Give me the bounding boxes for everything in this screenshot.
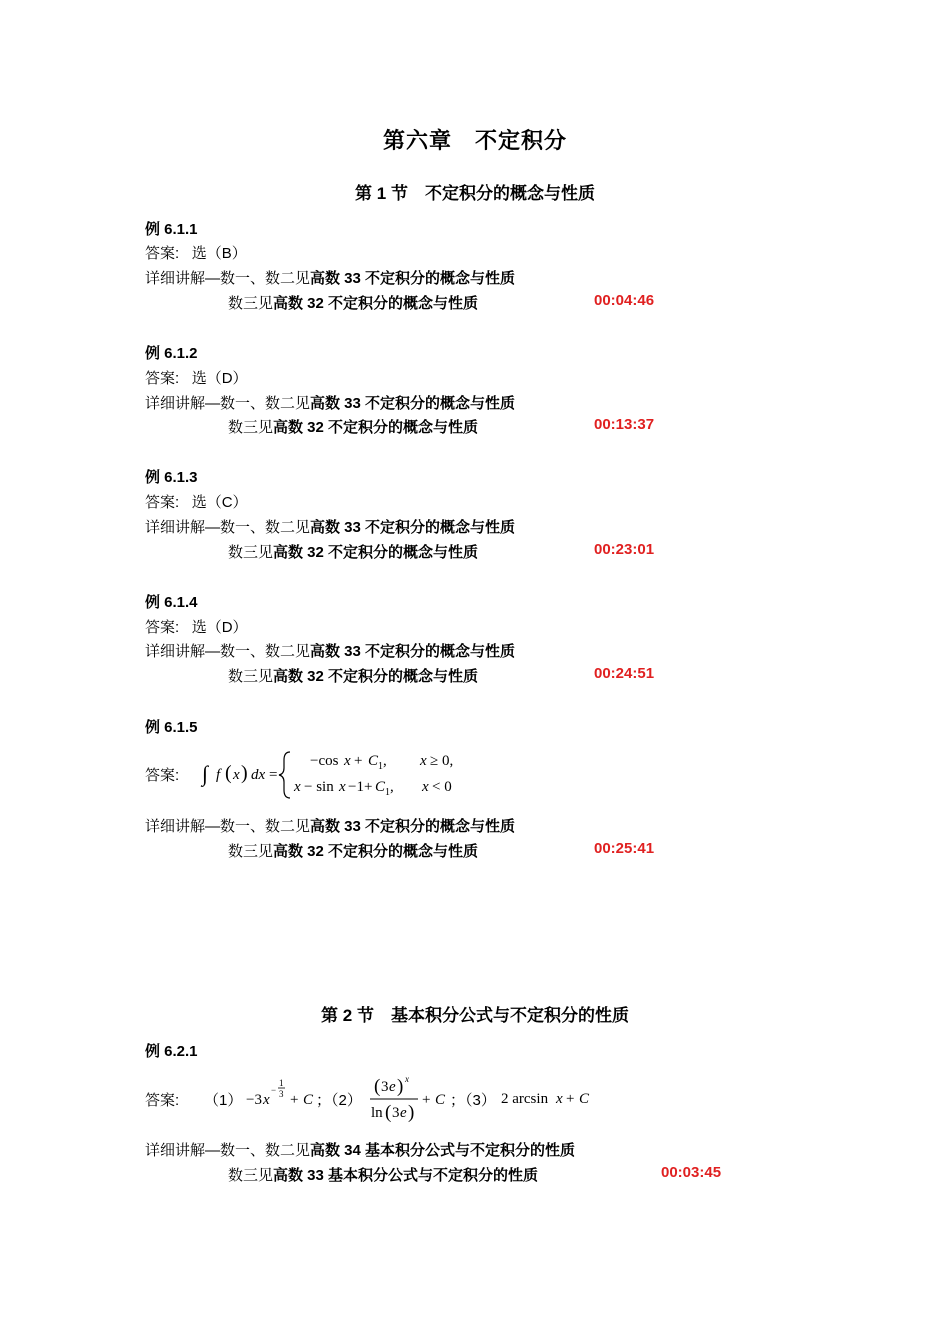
- ref-math3: 高数 32 不定积分的概念与性质: [273, 295, 479, 312]
- svg-text:e: e: [400, 1105, 407, 1121]
- example-6-1-1-detail: [145, 267, 515, 288]
- section-1-title: 第 1 节 不定积分的概念与性质: [355, 184, 595, 203]
- svg-text:x: x: [556, 1091, 563, 1107]
- video-timestamp[interactable]: 00:24:51: [594, 665, 655, 682]
- example-6-1-1-answer: [145, 242, 247, 263]
- answer-label: 答案:: [145, 494, 180, 511]
- example-6-1-5-detail: [145, 815, 515, 836]
- ref-math12: 高数 33 不定积分的概念与性质: [310, 818, 516, 835]
- example-6-1-4-detail: [145, 640, 515, 661]
- svg-text:(: (: [374, 1076, 381, 1097]
- detail-prefix: 详细讲解—数一、数二见: [145, 395, 311, 412]
- svg-text:x: x: [405, 1074, 409, 1084]
- svg-text:1: 1: [279, 1078, 284, 1088]
- math3-prefix: 数三见: [228, 843, 274, 860]
- svg-text:−cos: −cos: [310, 753, 339, 769]
- svg-text:≥ 0,: ≥ 0,: [430, 753, 454, 769]
- example-6-1-2-label: 例 6.1.2: [145, 345, 198, 362]
- example-6-1-3-detail: [145, 516, 515, 537]
- svg-text:+: +: [422, 1092, 431, 1108]
- example-6-2-1-math3: [228, 1164, 538, 1185]
- example-6-1-4-math3: [228, 665, 478, 686]
- part-2-label: ；（2）: [316, 1092, 362, 1109]
- detail-prefix: 详细讲解—数一、数二见: [145, 643, 311, 660]
- svg-text:+: +: [290, 1092, 299, 1108]
- svg-text:x: x: [344, 753, 351, 769]
- svg-text:): ): [397, 1076, 404, 1097]
- svg-text:x: x: [263, 1092, 270, 1108]
- svg-text:−1+: −1+: [348, 779, 373, 795]
- math3-prefix: 数三见: [228, 419, 274, 436]
- svg-text:2 arcsin: 2 arcsin: [501, 1091, 549, 1107]
- svg-text:3: 3: [381, 1079, 389, 1095]
- video-timestamp[interactable]: 00:04:46: [594, 292, 655, 309]
- answer-label: 答案:: [145, 619, 180, 636]
- svg-text:C: C: [375, 779, 386, 795]
- example-6-1-3-answer: [145, 491, 248, 512]
- example-6-1-3-math3: [228, 541, 478, 562]
- example-6-1-5-math3: [228, 840, 478, 861]
- example-6-2-1-detail: [145, 1139, 575, 1160]
- ref-math12: 高数 33 不定积分的概念与性质: [310, 270, 516, 287]
- example-6-1-5-label: 例 6.1.5: [145, 719, 198, 736]
- answer-formula-2: [366, 1068, 456, 1126]
- video-timestamp[interactable]: 00:03:45: [661, 1164, 722, 1181]
- answer-label: 答案:: [145, 370, 180, 387]
- svg-text:< 0: < 0: [432, 779, 452, 795]
- svg-text:C: C: [368, 753, 379, 769]
- svg-text:dx: dx: [251, 767, 266, 783]
- ref-math3: 高数 32 不定积分的概念与性质: [273, 544, 479, 561]
- svg-text:x: x: [233, 767, 240, 783]
- svg-text:3: 3: [392, 1105, 400, 1121]
- svg-text:+: +: [566, 1091, 575, 1107]
- answer-label: 答案:: [145, 1092, 180, 1109]
- detail-prefix: 详细讲解—数一、数二见: [145, 270, 311, 287]
- svg-text:=: =: [269, 767, 278, 783]
- svg-text:x: x: [422, 779, 429, 795]
- svg-text:−: −: [271, 1085, 277, 1095]
- svg-text:1: 1: [378, 761, 383, 772]
- svg-text:C: C: [579, 1091, 590, 1107]
- svg-text:(: (: [225, 762, 232, 784]
- svg-text:C: C: [303, 1092, 314, 1108]
- answer-value: 选（C）: [191, 494, 248, 511]
- svg-text:x: x: [294, 779, 301, 795]
- chapter-title: 第六章 不定积分: [382, 128, 567, 153]
- answer-formula-1: [242, 1072, 322, 1116]
- detail-prefix: 详细讲解—数一、数二见: [145, 818, 311, 835]
- math3-prefix: 数三见: [228, 668, 274, 685]
- svg-text:− sin: − sin: [304, 779, 334, 795]
- ref-math12: 高数 34 基本积分公式与不定积分的性质: [310, 1142, 576, 1159]
- svg-text:): ): [408, 1102, 415, 1123]
- answer-value: 选（D）: [191, 619, 248, 636]
- ref-math12: 高数 33 不定积分的概念与性质: [310, 519, 516, 536]
- svg-text:f: f: [216, 767, 221, 783]
- section-2-title: 第 2 节 基本积分公式与不定积分的性质: [321, 1006, 629, 1025]
- example-6-1-2-answer: [145, 367, 248, 388]
- video-timestamp[interactable]: 00:13:37: [594, 416, 655, 433]
- svg-text:x: x: [420, 753, 427, 769]
- ref-math3: 高数 33 基本积分公式与不定积分的性质: [273, 1167, 539, 1184]
- svg-text:∫: ∫: [202, 761, 209, 786]
- svg-text:): ): [241, 762, 248, 784]
- detail-prefix: 详细讲解—数一、数二见: [145, 1142, 311, 1159]
- svg-text:e: e: [389, 1079, 396, 1095]
- part-1-label: （1）: [204, 1092, 243, 1109]
- example-6-1-1-math3: [228, 292, 478, 313]
- example-6-1-1-label: 例 6.1.1: [145, 221, 198, 238]
- math3-prefix: 数三见: [228, 295, 274, 312]
- piecewise-integral-formula: [198, 746, 478, 802]
- svg-text:−3: −3: [246, 1092, 262, 1108]
- math3-prefix: 数三见: [228, 1167, 274, 1184]
- answer-label: 答案:: [145, 767, 180, 784]
- answer-label: 答案:: [145, 245, 180, 262]
- example-6-1-2-math3: [228, 416, 478, 437]
- answer-formula-3: [497, 1080, 597, 1108]
- video-timestamp[interactable]: 00:25:41: [594, 840, 655, 857]
- example-6-1-4-label: 例 6.1.4: [145, 594, 198, 611]
- video-timestamp[interactable]: 00:23:01: [594, 541, 655, 558]
- example-6-1-4-answer: [145, 616, 248, 637]
- svg-text:C: C: [435, 1092, 446, 1108]
- ref-math3: 高数 32 不定积分的概念与性质: [273, 419, 479, 436]
- answer-value: 选（D）: [191, 370, 248, 387]
- ref-math12: 高数 33 不定积分的概念与性质: [310, 643, 516, 660]
- svg-text:,: ,: [390, 779, 394, 795]
- svg-text:,: ,: [383, 753, 387, 769]
- svg-text:ln: ln: [371, 1105, 383, 1121]
- math3-prefix: 数三见: [228, 544, 274, 561]
- example-6-1-3-label: 例 6.1.3: [145, 469, 198, 486]
- ref-math3: 高数 32 不定积分的概念与性质: [273, 668, 479, 685]
- svg-text:x: x: [339, 779, 346, 795]
- detail-prefix: 详细讲解—数一、数二见: [145, 519, 311, 536]
- ref-math12: 高数 33 不定积分的概念与性质: [310, 395, 516, 412]
- answer-value: 选（B）: [191, 245, 247, 262]
- example-6-2-1-label: 例 6.2.1: [145, 1043, 198, 1060]
- example-6-1-2-detail: [145, 392, 515, 413]
- svg-text:+: +: [354, 753, 363, 769]
- svg-text:3: 3: [279, 1089, 284, 1099]
- svg-text:1: 1: [385, 787, 390, 798]
- ref-math3: 高数 32 不定积分的概念与性质: [273, 843, 479, 860]
- svg-text:(: (: [385, 1102, 392, 1123]
- part-3-label: ；（3）: [450, 1092, 496, 1109]
